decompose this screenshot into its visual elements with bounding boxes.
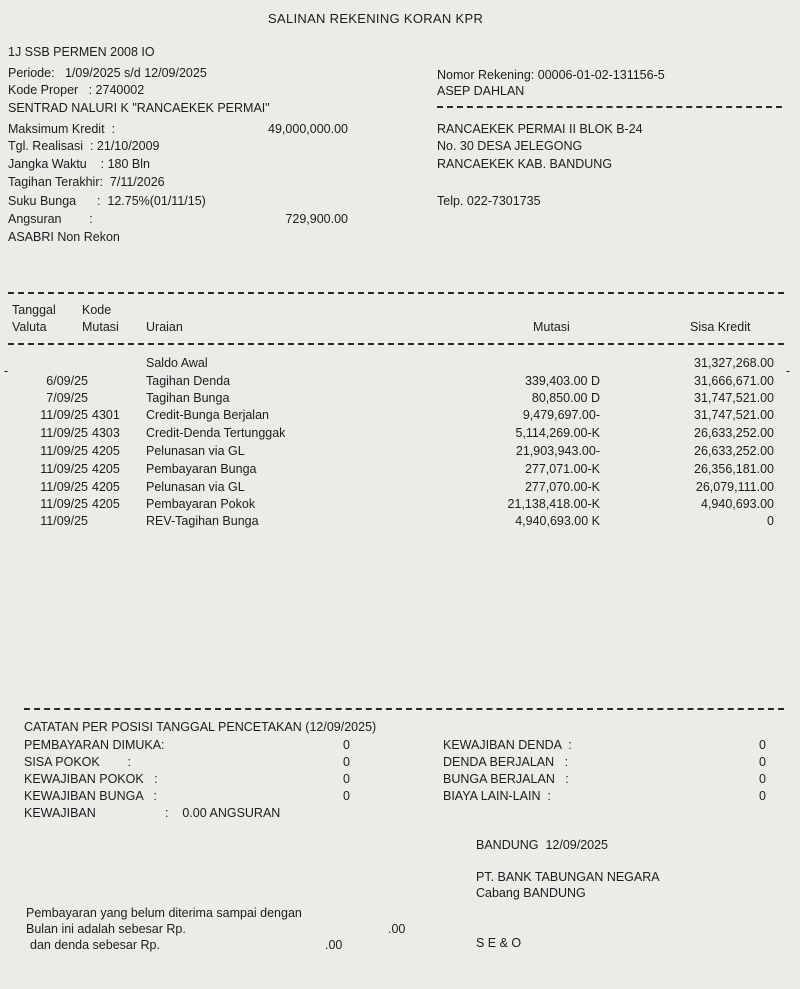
catatan-right-value: 0 — [759, 755, 766, 769]
tgl-realisasi: Tgl. Realisasi : 21/10/2009 — [8, 139, 160, 153]
row-code: 4205 — [92, 480, 120, 494]
row-mutasi: 277,070.00-K — [524, 480, 600, 494]
row-code: 4301 — [92, 408, 120, 422]
angsuran-label: Angsuran : — [8, 212, 93, 226]
row-date: 11/09/25 — [40, 426, 88, 440]
row-sisa: 26,633,252.00 — [694, 426, 774, 440]
table-head-divider — [8, 343, 784, 345]
maksimum-kredit-value: 49,000,000.00 — [268, 122, 348, 136]
row-mutasi: 277,071.00-K — [524, 462, 600, 476]
row-date: 11/09/25 — [40, 514, 88, 528]
col-valuta: Valuta — [12, 320, 47, 334]
cabang: Cabang BANDUNG — [476, 886, 586, 900]
asabri: ASABRI Non Rekon — [8, 230, 120, 244]
row-date: 11/09/25 — [40, 497, 88, 511]
col-kode: Kode — [82, 303, 112, 317]
kewajiban-label: KEWAJIBAN — [24, 806, 96, 820]
row-sisa: 26,633,252.00 — [694, 444, 774, 458]
catatan-heading: CATATAN PER POSISI TANGGAL PENCETAKAN (12/09/2025) — [24, 720, 377, 734]
document-title: SALINAN REKENING KORAN KPR — [268, 11, 484, 26]
row-desc: REV-Tagihan Bunga — [146, 514, 259, 528]
row-mutasi: 80,850.00 D — [531, 391, 600, 405]
catatan-divider — [24, 708, 784, 710]
note-line2-value: .00 — [388, 922, 406, 936]
col-sisa-kredit: Sisa Kredit — [690, 320, 751, 334]
periode: Periode: 1/09/2025 s/d 12/09/2025 — [8, 66, 207, 80]
catatan-right-label: DENDA BERJALAN : — [443, 755, 569, 769]
row-desc: Credit-Bunga Berjalan — [146, 408, 269, 422]
row-desc: Tagihan Denda — [146, 374, 231, 388]
catatan-left-value: 0 — [343, 738, 350, 752]
bank-name: PT. BANK TABUNGAN NEGARA — [476, 870, 660, 884]
row-mutasi: 21,138,418.00-K — [507, 497, 600, 511]
row-sisa: 31,747,521.00 — [694, 391, 774, 405]
tagihan-terakhir: Tagihan Terakhir: 7/11/2026 — [8, 175, 165, 189]
margin-mark-right: - — [786, 364, 791, 378]
note-line3: dan denda sebesar Rp. — [30, 938, 160, 952]
row-mutasi: 9,479,697.00- — [522, 408, 600, 422]
margin-mark-left: - — [4, 364, 9, 378]
catatan-right-value: 0 — [759, 789, 766, 803]
col-mutasi-kode: Mutasi — [82, 320, 119, 334]
col-tanggal: Tanggal — [12, 303, 56, 317]
row-desc: Tagihan Bunga — [146, 391, 230, 405]
header-line1: 1J SSB PERMEN 2008 IO — [8, 45, 155, 59]
row-desc: Pembayaran Pokok — [146, 497, 256, 511]
place-date: BANDUNG 12/09/2025 — [476, 838, 609, 852]
col-mutasi: Mutasi — [533, 320, 570, 334]
row-desc: Pembayaran Bunga — [146, 462, 257, 476]
alamat-line1: RANCAEKEK PERMAI II BLOK B-24 — [437, 122, 643, 136]
catatan-left-value: 0 — [343, 789, 350, 803]
row-desc: Credit-Denda Tertunggak — [146, 426, 286, 440]
row-mutasi: 5,114,269.00-K — [515, 426, 600, 440]
note-line1: Pembayaran yang belum diterima sampai dengan — [26, 906, 302, 920]
row-date: 6/09/25 — [46, 374, 88, 388]
row-mutasi: 4,940,693.00 K — [515, 514, 600, 528]
nama-nasabah: ASEP DAHLAN — [437, 84, 525, 98]
row-mutasi: 21,903,943.00- — [515, 444, 600, 458]
row-sisa: 31,327,268.00 — [694, 356, 774, 370]
row-sisa: 26,356,181.00 — [694, 462, 774, 476]
table-top-divider — [8, 292, 784, 294]
sentrad: SENTRAD NALURI K "RANCAEKEK PERMAI" — [8, 101, 270, 115]
row-sisa: 31,666,671.00 — [694, 374, 774, 388]
alamat-line3: RANCAEKEK KAB. BANDUNG — [437, 157, 613, 171]
row-sisa: 4,940,693.00 — [701, 497, 774, 511]
catatan-left-label: PEMBAYARAN DIMUKA: — [24, 738, 165, 752]
kewajiban-value: : 0.00 ANGSURAN — [165, 806, 281, 820]
note-line3-value: .00 — [325, 938, 343, 952]
row-date: 11/09/25 — [40, 408, 88, 422]
row-date: 11/09/25 — [40, 480, 88, 494]
row-mutasi: 339,403.00 D — [524, 374, 600, 388]
row-code: 4303 — [92, 426, 120, 440]
row-date: 11/09/25 — [40, 444, 88, 458]
catatan-left-label: SISA POKOK : — [24, 755, 131, 769]
catatan-left-value: 0 — [343, 772, 350, 786]
suku-bunga: Suku Bunga : 12.75%(01/11/15) — [8, 194, 206, 208]
row-code: 4205 — [92, 497, 120, 511]
jangka-waktu: Jangka Waktu : 180 Bln — [8, 157, 150, 171]
row-desc: Pelunasan via GL — [146, 444, 245, 458]
nomor-rekening: Nomor Rekening: 00006-01-02-131156-5 — [437, 68, 665, 82]
catatan-right-value: 0 — [759, 738, 766, 752]
col-uraian: Uraian — [146, 320, 183, 334]
catatan-left-label: KEWAJIBAN BUNGA : — [24, 789, 157, 803]
row-desc: Pelunasan via GL — [146, 480, 245, 494]
row-code: 4205 — [92, 444, 120, 458]
row-date: 11/09/25 — [40, 462, 88, 476]
note-line2: Bulan ini adalah sebesar Rp. — [26, 922, 186, 936]
catatan-right-value: 0 — [759, 772, 766, 786]
alamat-line2: No. 30 DESA JELEGONG — [437, 139, 583, 153]
header-divider — [437, 106, 782, 108]
telepon: Telp. 022-7301735 — [437, 194, 541, 208]
row-desc: Saldo Awal — [146, 356, 208, 370]
catatan-right-label: BUNGA BERJALAN : — [443, 772, 569, 786]
catatan-right-label: BIAYA LAIN-LAIN : — [443, 789, 551, 803]
kode-proper: Kode Proper : 2740002 — [8, 83, 145, 97]
row-sisa: 26,079,111.00 — [695, 480, 774, 494]
seo-mark: S E & O — [476, 936, 522, 950]
row-sisa: 31,747,521.00 — [694, 408, 774, 422]
catatan-left-label: KEWAJIBAN POKOK : — [24, 772, 158, 786]
row-date: 7/09/25 — [46, 391, 88, 405]
row-code: 4205 — [92, 462, 120, 476]
angsuran-value: 729,900.00 — [285, 212, 348, 226]
catatan-left-value: 0 — [343, 755, 350, 769]
row-sisa: 0 — [767, 514, 774, 528]
catatan-right-label: KEWAJIBAN DENDA : — [443, 738, 572, 752]
maksimum-kredit-label: Maksimum Kredit : — [8, 122, 115, 136]
